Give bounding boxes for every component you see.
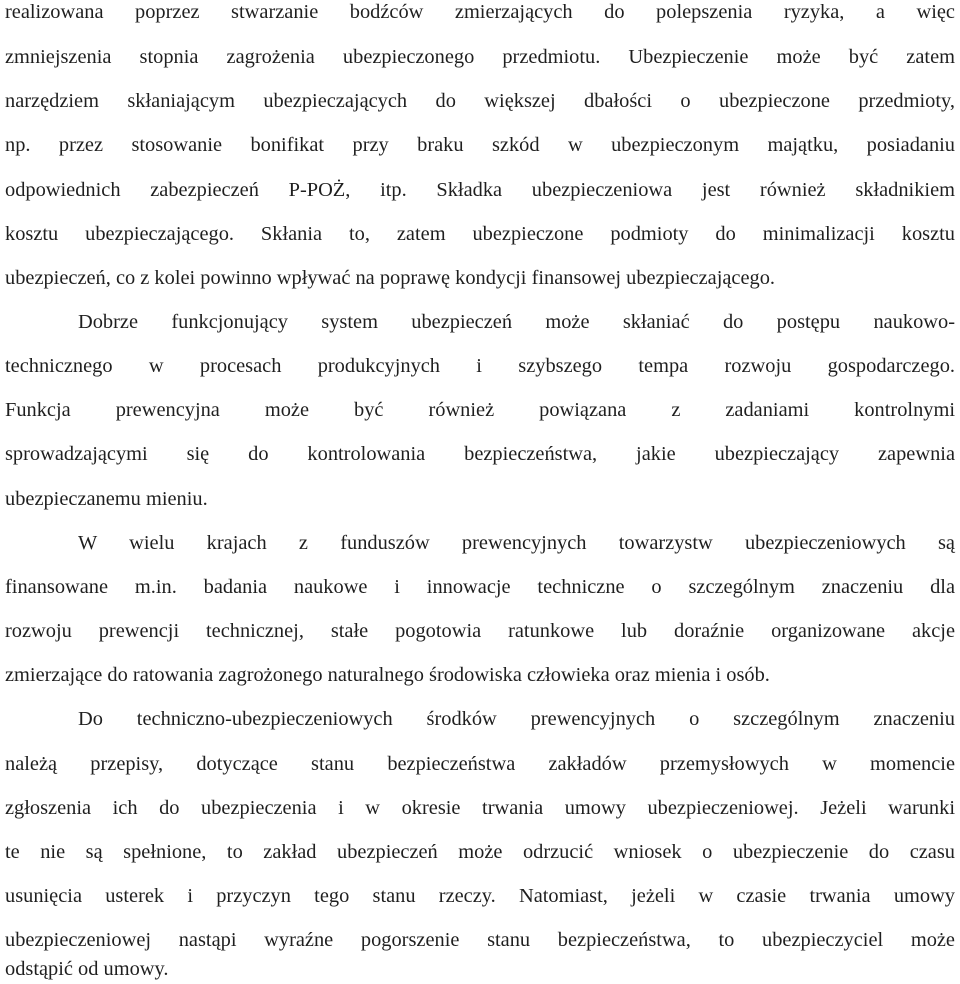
text-line: realizowana poprzez stwarzanie bodźców zmierzających do polepszenia ryzyka, a więc [5,1,955,23]
text-line: ubezpieczeń, co z kolei powinno wpływać na poprawę kondycji finansowej ubezpieczającego. [5,267,775,289]
text-line: zmierzające do ratowania zagrożonego naturalnego środowiska człowieka oraz mienia i osób. [5,664,770,686]
text-line: ubezpieczanemu mieniu. [5,488,208,510]
text-line: zgłoszenia ich do ubezpieczenia i w okresie trwania umowy ubezpieczeniowej. Jeżeli warunki [5,797,955,819]
text-line: Funkcja prewencyjna może być również powiązana z zadaniami kontrolnymi [5,399,955,421]
text-line: technicznego w procesach produkcyjnych i szybszego tempa rozwoju gospodarczego. [5,355,955,377]
text-line: W wielu krajach z funduszów prewencyjnych towarzystw ubezpieczeniowych są [78,532,955,554]
text-line: zmniejszenia stopnia zagrożenia ubezpieczonego przedmiotu. Ubezpieczenie może być zatem [5,46,955,68]
text-line: rozwoju prewencji technicznej, stałe pogotowia ratunkowe lub doraźnie organizowane akcje [5,620,955,642]
text-line: odstąpić od umowy. [5,958,169,980]
text-line: odpowiednich zabezpieczeń P-POŻ, itp. Składka ubezpieczeniowa jest również składnikiem [5,179,955,201]
text-line: narzędziem skłaniającym ubezpieczających do większej dbałości o ubezpieczone przedmioty, [5,90,955,112]
text-line: Do techniczno-ubezpieczeniowych środków prewencyjnych o szczególnym znaczeniu [78,708,955,730]
text-line: ubezpieczeniowej nastąpi wyraźne pogorszenie stanu bezpieczeństwa, to ubezpieczyciel może [5,929,955,951]
text-line: należą przepisy, dotyczące stanu bezpieczeństwa zakładów przemysłowych w momencie [5,753,955,775]
text-line: kosztu ubezpieczającego. Skłania to, zatem ubezpieczone podmioty do minimalizacji kosztu [5,223,955,245]
text-line: sprowadzającymi się do kontrolowania bezpieczeństwa, jakie ubezpieczający zapewnia [5,443,955,465]
text-line: usunięcia usterek i przyczyn tego stanu rzeczy. Natomiast, jeżeli w czasie trwania umowy [5,885,955,907]
text-line: np. przez stosowanie bonifikat przy braku szkód w ubezpieczonym majątku, posiadaniu [5,134,955,156]
text-line: te nie są spełnione, to zakład ubezpieczeń może odrzucić wniosek o ubezpieczenie do czasu [5,841,955,863]
text-line: finansowane m.in. badania naukowe i innowacje techniczne o szczególnym znaczeniu dla [5,576,955,598]
text-line: Dobrze funkcjonujący system ubezpieczeń może skłaniać do postępu naukowo- [78,311,955,333]
